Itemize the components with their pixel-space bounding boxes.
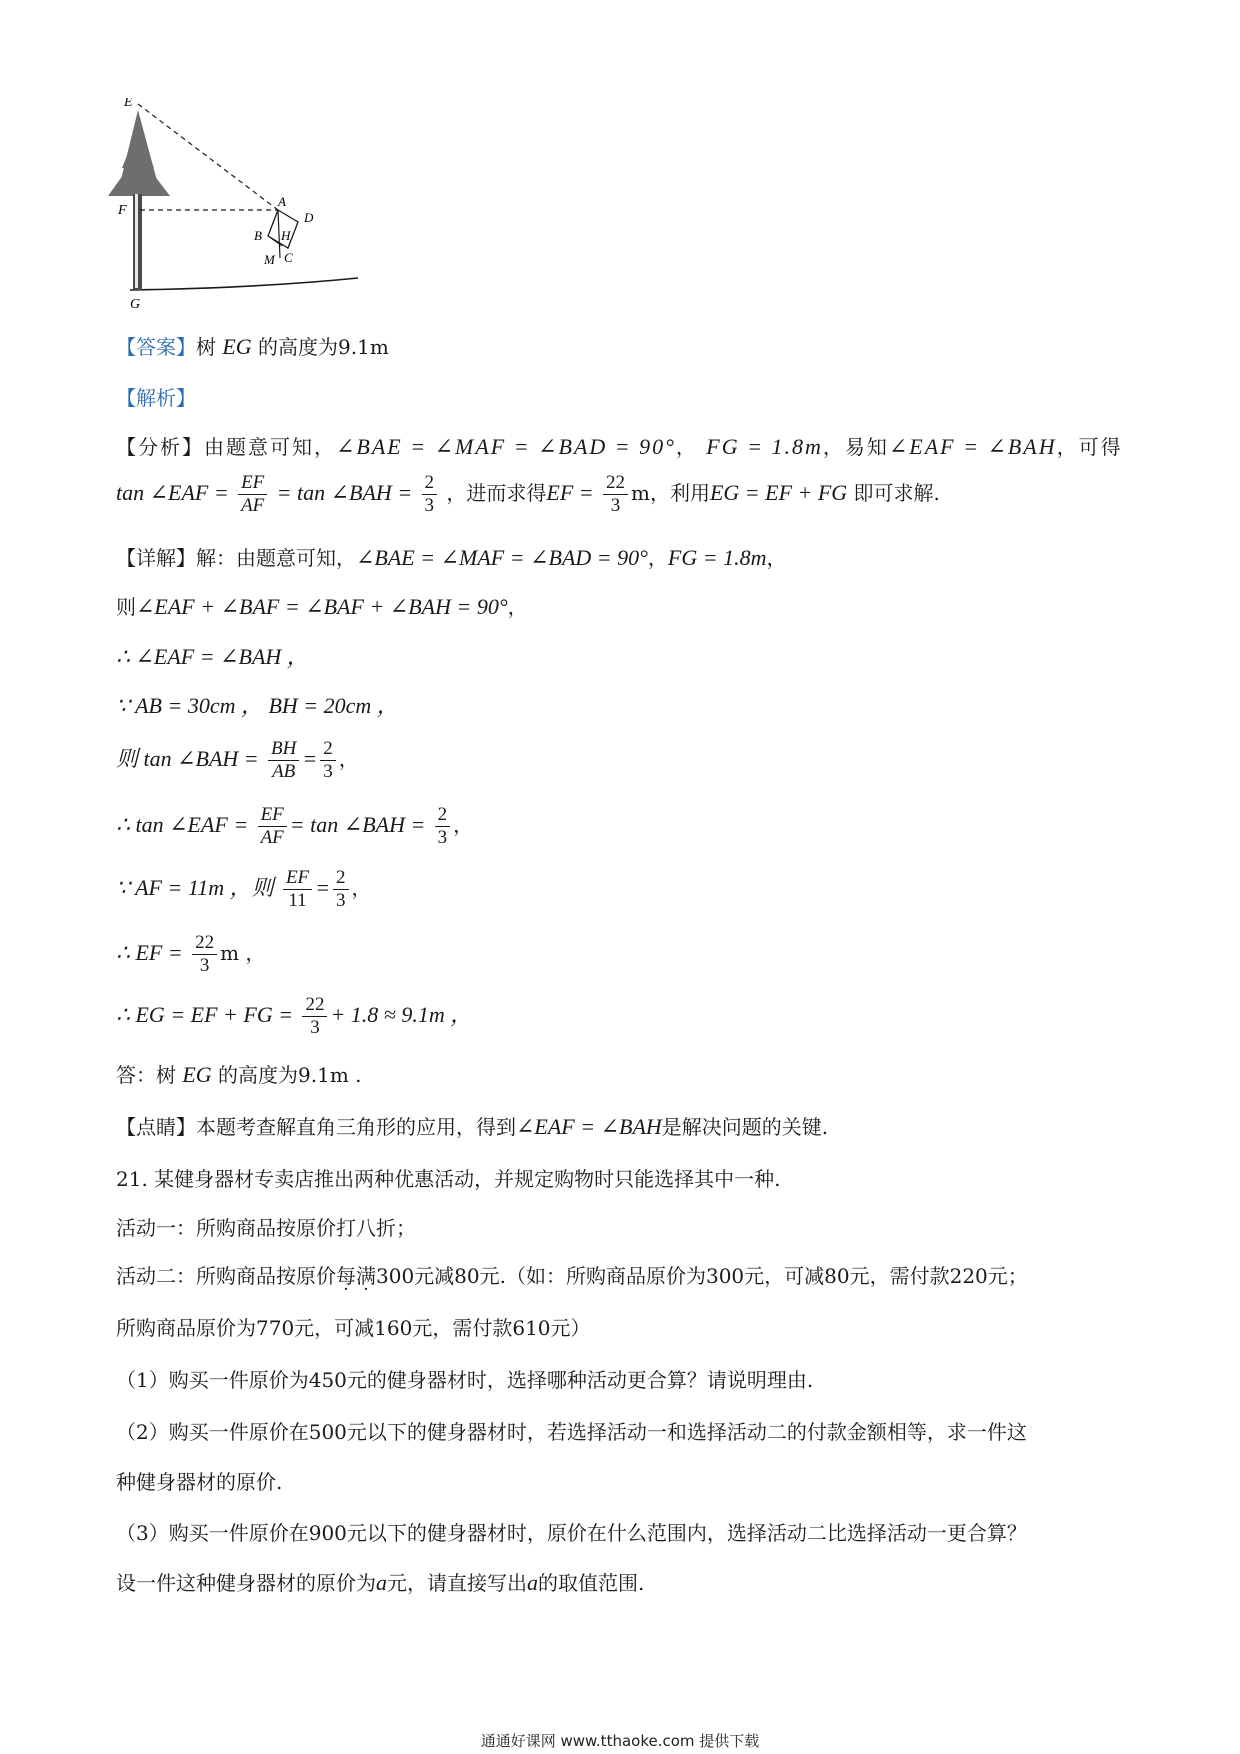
answer-line: 【答案】树 EG 的高度为9.1m xyxy=(116,334,389,359)
detail-line-9: ∴ EG = EF + FG = $\frac{22}{3}$ + 1.8 ≈ 9.1m ， xyxy=(116,994,473,1038)
footer-source: 通通好课网 www.tthaoke.com 提供下载 xyxy=(480,1732,760,1750)
q21-activity-2-cont: 所购商品原价为770元，可减160元，需付款610元） xyxy=(116,1316,591,1340)
fraction: $\frac{BH}{AB}$ xyxy=(268,738,299,783)
detail-line-6: ∴ tan ∠EAF = $\frac{EF}{AF}$ = tan ∠BAH = $\frac{2}{3}$ ， xyxy=(116,804,474,848)
analysis-tag-line xyxy=(116,384,196,412)
label-a: A xyxy=(278,194,286,209)
answer-tag: 【答案】 xyxy=(116,335,196,359)
fraction: $\frac{2}{3}$ xyxy=(320,738,336,783)
geometry-figure xyxy=(108,98,368,310)
label-h: H xyxy=(281,228,291,243)
detail-line-5: 则 tan ∠BAH = $\frac{BH}{AB}$ = $\frac{2}{3}$ ， xyxy=(116,738,359,782)
fraction: $\frac{EF}{AF}$ xyxy=(258,804,287,849)
detail-line-8: ∴ EF = $\frac{22}{3}$ m ， xyxy=(116,932,266,976)
label-e: E xyxy=(124,98,133,110)
detail-line-1: 【详解】解：由题意可知，∠BAE = ∠MAF = ∠BAD = 90°，FG = 1.8m， xyxy=(116,545,787,570)
detail-line-10: 答：树 EG 的高度为9.1m . xyxy=(116,1062,362,1087)
fraction: $\frac{2}{3}$ xyxy=(435,804,451,849)
label-d: D xyxy=(304,210,314,225)
q21-part-2-b: 种健身器材的原价. xyxy=(116,1470,283,1494)
label-g: G xyxy=(130,297,141,310)
dianjing-line: 【点睛】本题考查解直角三角形的应用，得到∠EAF = ∠BAH是解决问题的关键. xyxy=(116,1114,829,1139)
fraction: $\frac{22}{3}$ xyxy=(302,994,327,1039)
fraction: $\frac{2}{3}$ xyxy=(422,472,438,517)
answer-var: EG xyxy=(222,334,252,359)
detail-line-7: ∵ AF = 11m ，则 $\frac{EF}{11}$ = $\frac{2}{3}$ ， xyxy=(116,867,372,911)
q21-activity-1: 活动一：所购商品按原价打八折； xyxy=(116,1216,416,1240)
q21-activity-2: 活动二：所购商品按原价每满300元减80元.（如：所购商品原价为300元，可减80元，需付款220元； xyxy=(116,1264,1028,1288)
q21-part-1: （1）购买一件原价为450元的健身器材时，选择哪种活动更合算？请说明理由. xyxy=(116,1368,814,1392)
q21-stem: 21. 某健身器材专卖店推出两种优惠活动，并规定购物时只能选择其中一种. xyxy=(116,1167,781,1191)
fraction: $\frac{2}{3}$ xyxy=(333,867,349,912)
detail-line-3: ∴ ∠EAF = ∠BAH ， xyxy=(116,644,309,669)
q21-part-3-b: 设一件这种健身器材的原价为a元，请直接写出a的取值范围. xyxy=(116,1570,645,1595)
fraction: $\frac{EF}{11}$ xyxy=(283,867,312,912)
ground-line xyxy=(130,278,358,290)
analysis-tag: 【解析】 xyxy=(116,386,196,410)
q21-part-3-a: （3）购买一件原价在900元以下的健身器材时，原价在什么范围内，选择活动二比选择活动一更合算？ xyxy=(116,1521,1027,1545)
label-b: B xyxy=(254,228,262,243)
fraction: $\frac{22}{3}$ xyxy=(192,932,217,977)
detail-line-4: ∵ AB = 30cm ， BH = 20cm ， xyxy=(116,693,399,718)
label-c: C xyxy=(284,250,293,265)
fraction: $\frac{EF}{AF}$ xyxy=(238,472,267,517)
detail-line-2: 则∠EAF + ∠BAF = ∠BAF + ∠BAH = 90°， xyxy=(116,594,528,619)
fraction: $\frac{22}{3}$ xyxy=(603,472,628,517)
label-f: F xyxy=(118,203,127,218)
fenxi-line-2: tan ∠EAF = $\frac{EF}{AF}$ = tan ∠BAH = $\frac{2}{3}$ ，进而求得EF = $\frac{22}{3}$ m，利用EG = EF + FG 即可求解. xyxy=(116,472,940,516)
q21-part-2-a: （2）购买一件原价在500元以下的健身器材时，若选择活动一和选择活动二的付款金额相等，求一件这 xyxy=(116,1420,1027,1444)
label-m: M xyxy=(264,252,275,267)
fenxi-line-1: 【分析】由题意可知，∠BAE = ∠MAF = ∠BAD = 90°， FG = 1.8m，易知∠EAF = ∠BAH，可得 xyxy=(116,434,1123,459)
